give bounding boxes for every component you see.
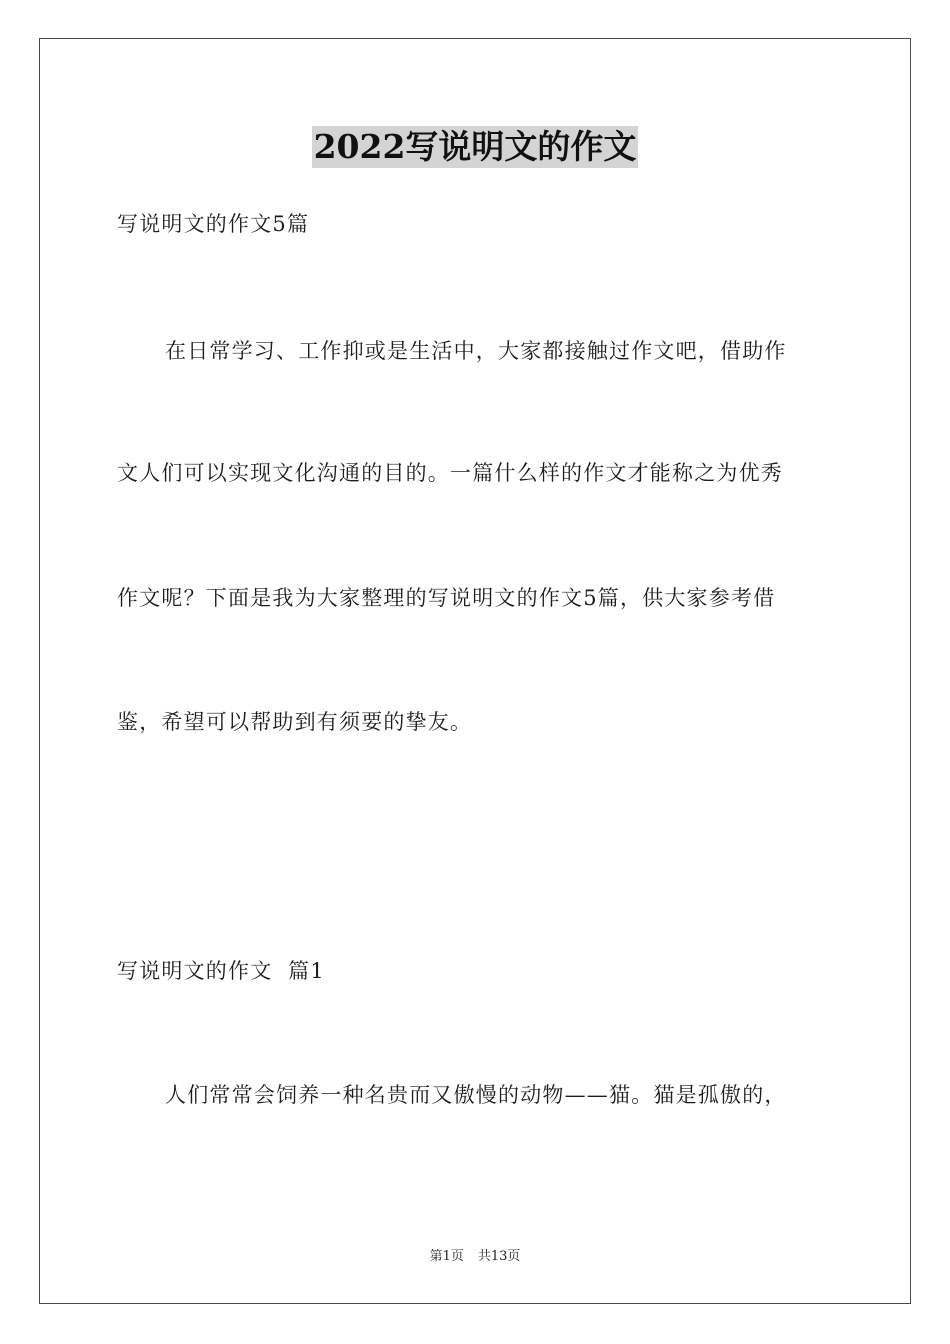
intro-line-3: 作文呢？下面是我为大家整理的写说明文的作文5篇，供大家参考借 xyxy=(117,586,776,610)
section-heading: 写说明文的作文 篇1 xyxy=(117,959,325,983)
document-subtitle: 写说明文的作文5篇 xyxy=(117,212,310,236)
page-number: 第1页 xyxy=(429,1249,464,1264)
page-total: 共13页 xyxy=(477,1249,521,1264)
document-title: 2022写说明文的作文 xyxy=(313,127,637,166)
title-container xyxy=(0,126,950,168)
page-footer xyxy=(0,1248,950,1266)
intro-line-2: 文人们可以实现文化沟通的目的。一篇什么样的作文才能称之为优秀 xyxy=(117,461,783,485)
intro-line-1: 在日常学习、工作抑或是生活中，大家都接触过作文吧，借助作 xyxy=(165,339,787,363)
section-paragraph-line-1: 人们常常会饲养一种名贵而又傲慢的动物——猫。猫是孤傲的， xyxy=(165,1083,787,1107)
intro-line-4: 鉴，希望可以帮助到有须要的挚友。 xyxy=(117,710,473,734)
